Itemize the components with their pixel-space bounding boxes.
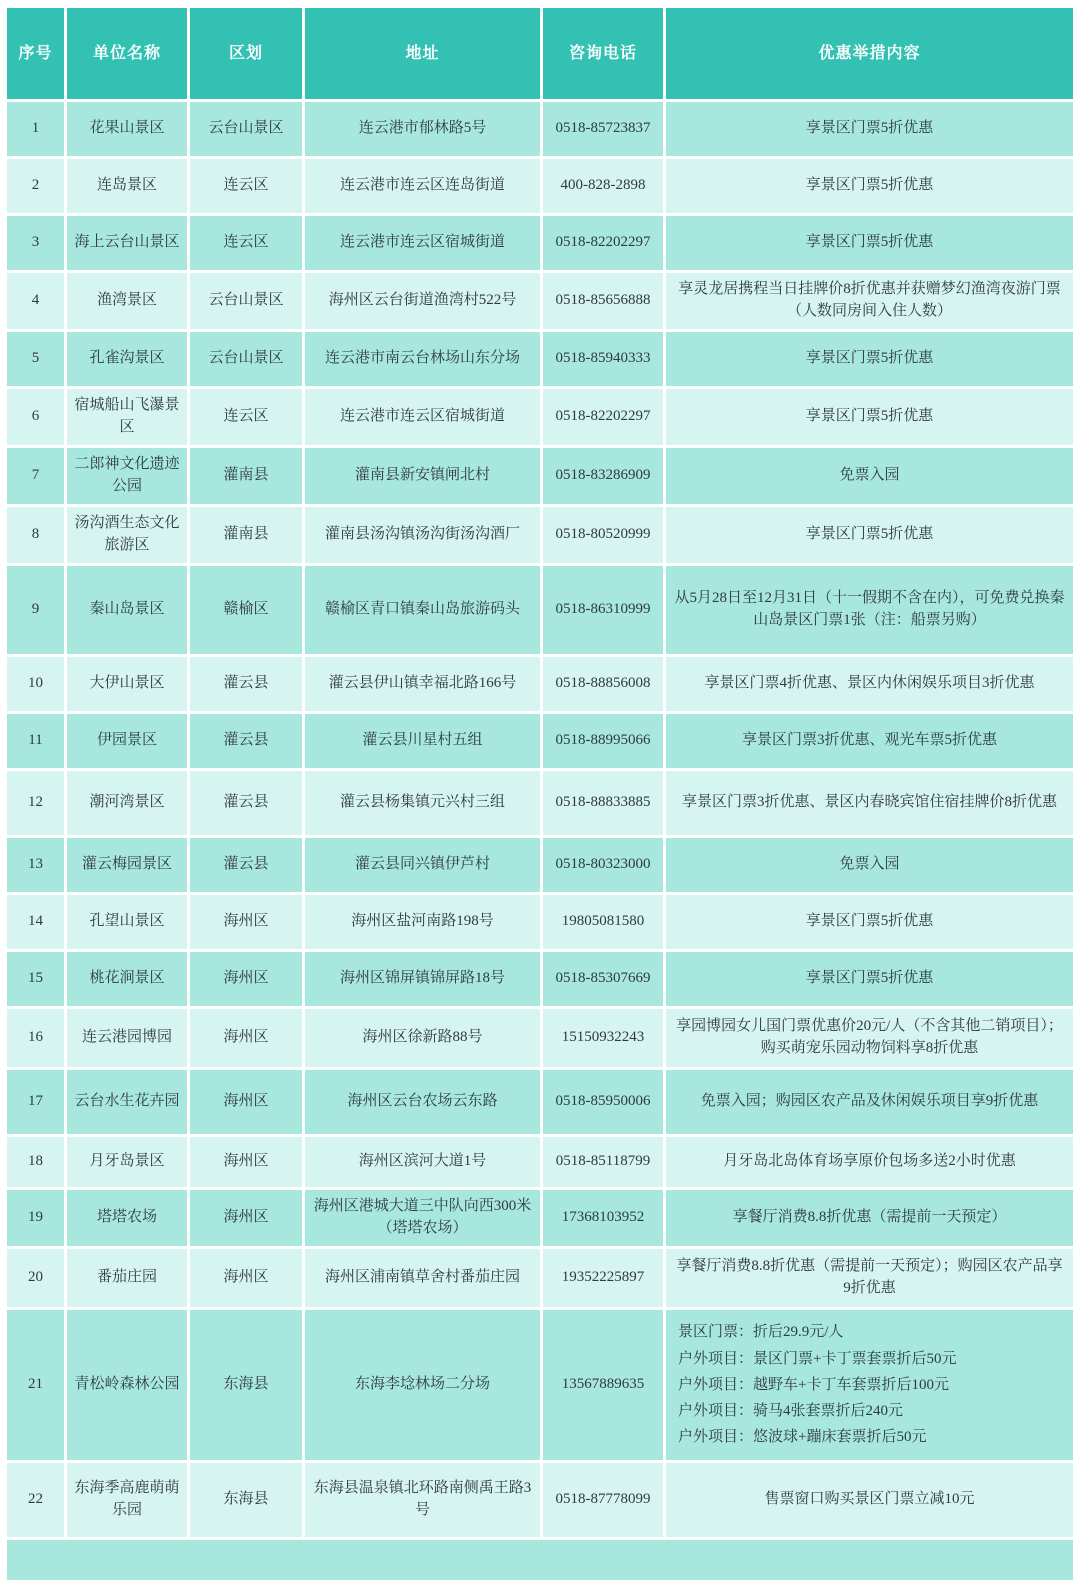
cell-address: 海州区锦屏镇锦屏路18号	[305, 952, 540, 1006]
cell-phone: 19805081580	[543, 895, 663, 949]
cell-phone: 0518-82202297	[543, 389, 663, 445]
cell-address: 海州区浦南镇草舍村番茄庄园	[305, 1249, 540, 1307]
table-row	[7, 1249, 1073, 1307]
cell-name: 伊园景区	[67, 714, 187, 768]
cell-phone: 0518-85723837	[543, 102, 663, 156]
cell-address: 灌云县川星村五组	[305, 714, 540, 768]
cell-name: 连云港园博园	[67, 1009, 187, 1067]
next-row-partial	[7, 1540, 1073, 1580]
cell-index: 15	[7, 952, 64, 1006]
cell-discount: 免票入园；购园区农产品及休闲娱乐项目享9折优惠	[666, 1070, 1073, 1134]
cell-address: 东海李埝林场二分场	[305, 1310, 540, 1460]
cell-phone: 400-828-2898	[543, 159, 663, 213]
table-row	[7, 1310, 1073, 1460]
cell-address: 灌云县杨集镇元兴村三组	[305, 771, 540, 835]
cell-discount: 享餐厅消费8.8折优惠（需提前一天预定）；购园区农产品享9折优惠	[666, 1249, 1073, 1307]
cell-discount: 享景区门票5折优惠	[666, 216, 1073, 270]
cell-discount: 享景区门票4折优惠、景区内休闲娱乐项目3折优惠	[666, 657, 1073, 711]
header-cell-district: 区划	[190, 8, 302, 99]
cell-discount: 月牙岛北岛体育场享原价包场多送2小时优惠	[666, 1137, 1073, 1187]
cell-discount: 享景区门票5折优惠	[666, 507, 1073, 563]
cell-phone: 17368103952	[543, 1190, 663, 1246]
cell-index: 16	[7, 1009, 64, 1067]
cell-district: 海州区	[190, 895, 302, 949]
header-cell-name: 单位名称	[67, 8, 187, 99]
table-body	[7, 102, 1073, 1537]
cell-discount: 从5月28日至12月31日（十一假期不含在内），可免费兑换秦山岛景区门票1张（注：船票另购）	[666, 566, 1073, 654]
table-row	[7, 714, 1073, 768]
table-row	[7, 507, 1073, 563]
table-row	[7, 771, 1073, 835]
cell-district: 灌云县	[190, 714, 302, 768]
table-row	[7, 895, 1073, 949]
cell-index: 20	[7, 1249, 64, 1307]
cell-district: 云台山景区	[190, 332, 302, 386]
table-row	[7, 216, 1073, 270]
cell-index: 17	[7, 1070, 64, 1134]
cell-phone: 0518-88856008	[543, 657, 663, 711]
cell-address: 海州区盐河南路198号	[305, 895, 540, 949]
cell-name: 云台水生花卉园	[67, 1070, 187, 1134]
cell-phone: 0518-80520999	[543, 507, 663, 563]
cell-district: 云台山景区	[190, 273, 302, 329]
cell-address: 灌云县同兴镇伊芦村	[305, 838, 540, 892]
cell-name: 孔望山景区	[67, 895, 187, 949]
cell-phone: 15150932243	[543, 1009, 663, 1067]
cell-index: 8	[7, 507, 64, 563]
cell-name: 月牙岛景区	[67, 1137, 187, 1187]
cell-phone: 0518-85307669	[543, 952, 663, 1006]
cell-name: 连岛景区	[67, 159, 187, 213]
cell-district: 云台山景区	[190, 102, 302, 156]
cell-district: 灌南县	[190, 507, 302, 563]
cell-discount: 享景区门票3折优惠、景区内春晓宾馆住宿挂牌价8折优惠	[666, 771, 1073, 835]
table-row	[7, 566, 1073, 654]
cell-name: 宿城船山飞瀑景区	[67, 389, 187, 445]
cell-address: 连云港市连云区宿城街道	[305, 216, 540, 270]
cell-phone: 0518-88995066	[543, 714, 663, 768]
cell-discount: 景区门票：折后29.9元/人 户外项目：景区门票+卡丁票套票折后50元 户外项目：越野车+卡丁车套票折后100元 户外项目：骑马4张套票折后240元 户外项目：悠波球+蹦床套票折后50元	[666, 1310, 1073, 1460]
cell-index: 9	[7, 566, 64, 654]
cell-discount: 免票入园	[666, 448, 1073, 504]
cell-name: 孔雀沟景区	[67, 332, 187, 386]
table-row	[7, 159, 1073, 213]
cell-phone: 0518-87778099	[543, 1463, 663, 1537]
cell-name: 二郎神文化遗迹公园	[67, 448, 187, 504]
table-row	[7, 952, 1073, 1006]
cell-district: 连云区	[190, 389, 302, 445]
cell-name: 潮河湾景区	[67, 771, 187, 835]
cell-name: 青松岭森林公园	[67, 1310, 187, 1460]
cell-phone: 0518-85950006	[543, 1070, 663, 1134]
cell-index: 13	[7, 838, 64, 892]
cell-district: 海州区	[190, 1249, 302, 1307]
cell-phone: 0518-85118799	[543, 1137, 663, 1187]
table-row	[7, 1137, 1073, 1187]
cell-index: 22	[7, 1463, 64, 1537]
cell-address: 灌南县新安镇闸北村	[305, 448, 540, 504]
cell-district: 连云区	[190, 216, 302, 270]
table-row	[7, 1070, 1073, 1134]
cell-phone: 0518-83286909	[543, 448, 663, 504]
cell-name: 塔塔农场	[67, 1190, 187, 1246]
header-cell-address: 地址	[305, 8, 540, 99]
cell-discount: 享景区门票5折优惠	[666, 159, 1073, 213]
cell-district: 连云区	[190, 159, 302, 213]
header-cell-phone: 咨询电话	[543, 8, 663, 99]
cell-address: 海州区滨河大道1号	[305, 1137, 540, 1187]
cell-address: 海州区徐新路88号	[305, 1009, 540, 1067]
cell-name: 海上云台山景区	[67, 216, 187, 270]
table-row	[7, 657, 1073, 711]
cell-address: 海州区港城大道三中队向西300米（塔塔农场）	[305, 1190, 540, 1246]
cell-district: 海州区	[190, 1190, 302, 1246]
table-row	[7, 1190, 1073, 1246]
cell-discount: 享景区门票5折优惠	[666, 952, 1073, 1006]
cell-address: 海州区云台街道渔湾村522号	[305, 273, 540, 329]
cell-district: 灌南县	[190, 448, 302, 504]
cell-phone: 0518-82202297	[543, 216, 663, 270]
table-row	[7, 332, 1073, 386]
cell-index: 19	[7, 1190, 64, 1246]
cell-index: 18	[7, 1137, 64, 1187]
table-row	[7, 389, 1073, 445]
cell-index: 21	[7, 1310, 64, 1460]
cell-index: 1	[7, 102, 64, 156]
cell-index: 3	[7, 216, 64, 270]
cell-address: 连云港市郁林路5号	[305, 102, 540, 156]
cell-phone: 0518-80323000	[543, 838, 663, 892]
cell-district: 灌云县	[190, 657, 302, 711]
table-row	[7, 102, 1073, 156]
cell-name: 桃花涧景区	[67, 952, 187, 1006]
table-row	[7, 1009, 1073, 1067]
cell-phone: 13567889635	[543, 1310, 663, 1460]
cell-address: 赣榆区青口镇秦山岛旅游码头	[305, 566, 540, 654]
cell-discount: 享景区门票5折优惠	[666, 895, 1073, 949]
cell-index: 14	[7, 895, 64, 949]
table-header	[7, 8, 1073, 99]
cell-address: 连云港市南云台林场山东分场	[305, 332, 540, 386]
cell-discount: 免票入园	[666, 838, 1073, 892]
cell-district: 东海县	[190, 1463, 302, 1537]
cell-index: 4	[7, 273, 64, 329]
cell-district: 灌云县	[190, 771, 302, 835]
cell-discount: 享景区门票5折优惠	[666, 332, 1073, 386]
cell-name: 秦山岛景区	[67, 566, 187, 654]
cell-address: 海州区云台农场云东路	[305, 1070, 540, 1134]
cell-address: 灌云县伊山镇幸福北路166号	[305, 657, 540, 711]
cell-discount: 享景区门票5折优惠	[666, 102, 1073, 156]
cell-discount: 享景区门票3折优惠、观光车票5折优惠	[666, 714, 1073, 768]
cell-index: 2	[7, 159, 64, 213]
cell-name: 汤沟酒生态文化旅游区	[67, 507, 187, 563]
cell-address: 东海县温泉镇北环路南侧禹王路3号	[305, 1463, 540, 1537]
cell-phone: 0518-85940333	[543, 332, 663, 386]
cell-name: 东海季高鹿萌萌乐园	[67, 1463, 187, 1537]
cell-discount: 享园博园女儿国门票优惠价20元/人（不含其他二销项目）；购买萌宠乐园动物饲料享8折优惠	[666, 1009, 1073, 1067]
cell-discount: 售票窗口购买景区门票立减10元	[666, 1463, 1073, 1537]
cell-district: 东海县	[190, 1310, 302, 1460]
cell-phone: 0518-85656888	[543, 273, 663, 329]
cell-name: 渔湾景区	[67, 273, 187, 329]
cell-index: 5	[7, 332, 64, 386]
header-cell-discount: 优惠举措内容	[666, 8, 1073, 99]
cell-phone: 19352225897	[543, 1249, 663, 1307]
table-row	[7, 838, 1073, 892]
cell-discount: 享餐厅消费8.8折优惠（需提前一天预定）	[666, 1190, 1073, 1246]
cell-index: 6	[7, 389, 64, 445]
table-row	[7, 448, 1073, 504]
cell-index: 7	[7, 448, 64, 504]
cell-address: 连云港市连云区宿城街道	[305, 389, 540, 445]
cell-phone: 0518-88833885	[543, 771, 663, 835]
cell-index: 10	[7, 657, 64, 711]
cell-district: 海州区	[190, 1009, 302, 1067]
cell-index: 12	[7, 771, 64, 835]
cell-district: 海州区	[190, 1137, 302, 1187]
cell-name: 大伊山景区	[67, 657, 187, 711]
table-row	[7, 273, 1073, 329]
table-row	[7, 1463, 1073, 1537]
cell-discount: 享灵龙居携程当日挂牌价8折优惠并获赠梦幻渔湾夜游门票（人数同房间入住人数）	[666, 273, 1073, 329]
cell-phone: 0518-86310999	[543, 566, 663, 654]
cell-district: 赣榆区	[190, 566, 302, 654]
cell-name: 番茄庄园	[67, 1249, 187, 1307]
cell-district: 海州区	[190, 1070, 302, 1134]
cell-address: 灌南县汤沟镇汤沟街汤沟酒厂	[305, 507, 540, 563]
cell-name: 灌云梅园景区	[67, 838, 187, 892]
header-cell-index: 序号	[7, 8, 64, 99]
cell-index: 11	[7, 714, 64, 768]
cell-district: 灌云县	[190, 838, 302, 892]
cell-address: 连云港市连云区连岛街道	[305, 159, 540, 213]
cell-district: 海州区	[190, 952, 302, 1006]
cell-name: 花果山景区	[67, 102, 187, 156]
cell-discount: 享景区门票5折优惠	[666, 389, 1073, 445]
